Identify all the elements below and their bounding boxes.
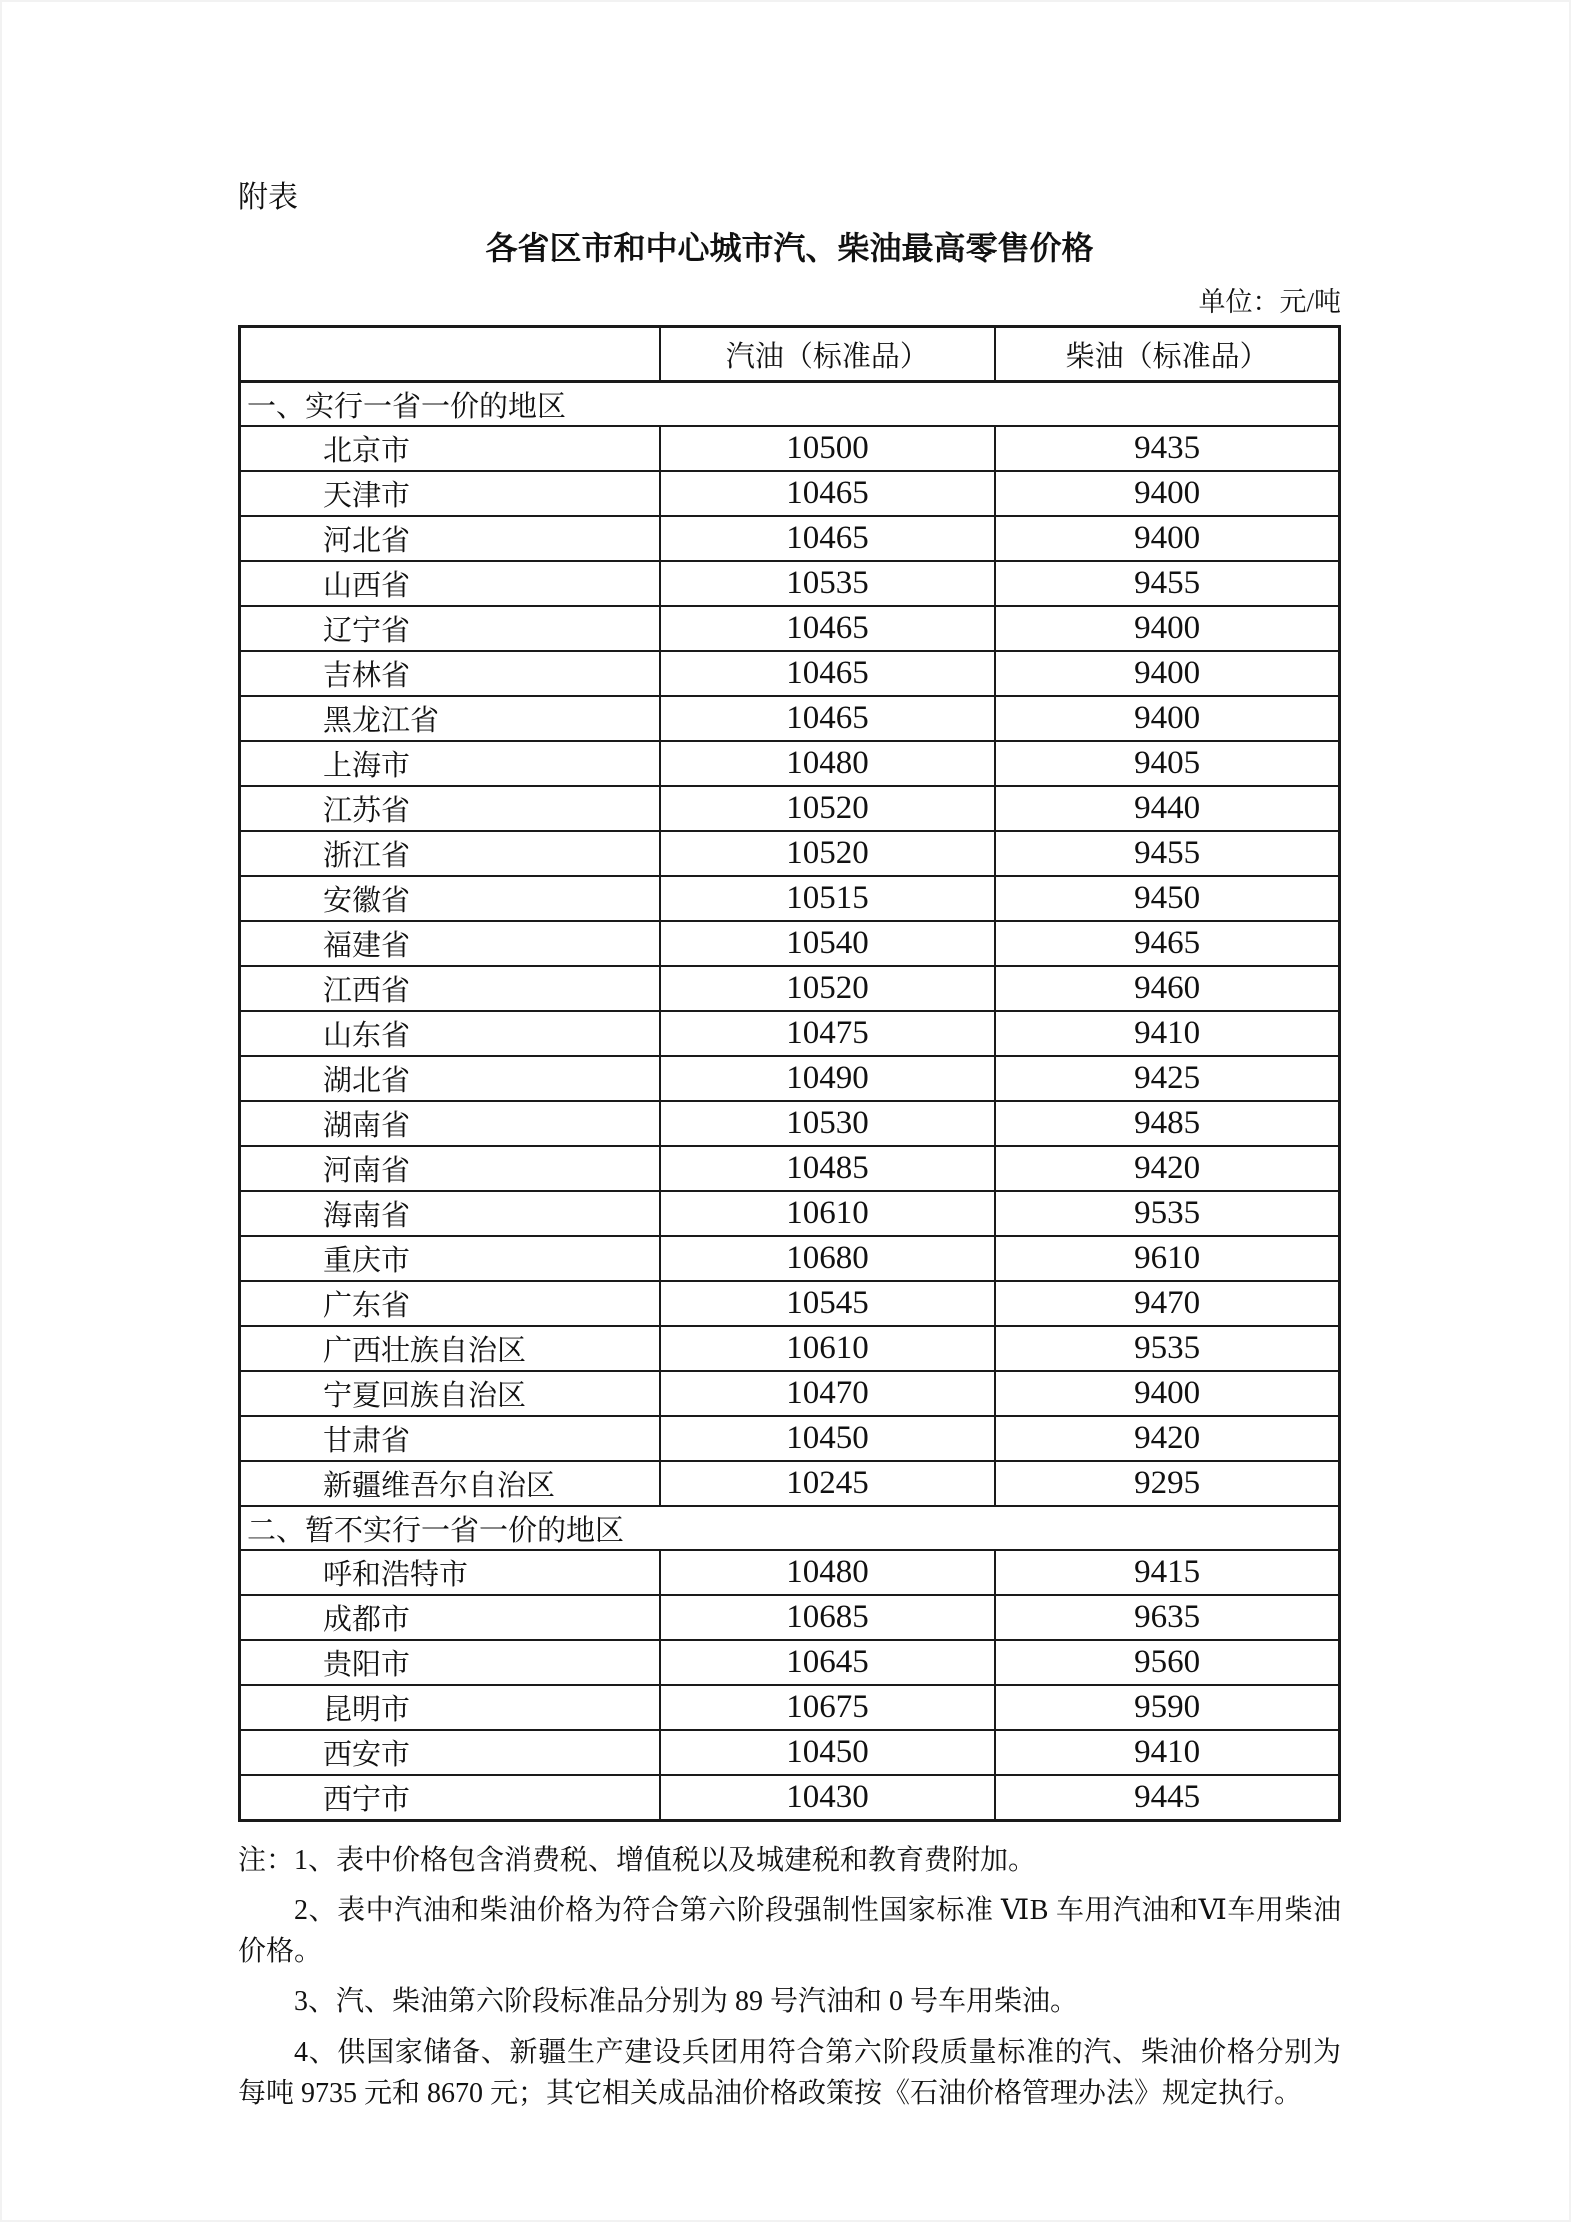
gasoline-price-cell: 10515	[660, 876, 996, 921]
price-row	[240, 1461, 1340, 1506]
price-row	[240, 921, 1340, 966]
gasoline-price-cell: 10465	[660, 651, 996, 696]
region-name-cell: 湖南省	[240, 1101, 660, 1146]
diesel-price-cell: 9400	[995, 651, 1339, 696]
gasoline-price-cell: 10520	[660, 966, 996, 1011]
gasoline-price-cell: 10465	[660, 696, 996, 741]
section-header-label: 一、实行一省一价的地区	[240, 382, 1340, 427]
diesel-price-cell: 9535	[995, 1191, 1339, 1236]
gasoline-price-cell: 10245	[660, 1461, 996, 1506]
price-row	[240, 426, 1340, 471]
price-row	[240, 1595, 1340, 1640]
price-row	[240, 1326, 1340, 1371]
diesel-price-cell: 9400	[995, 606, 1339, 651]
diesel-price-cell: 9410	[995, 1011, 1339, 1056]
region-name-cell: 贵阳市	[240, 1640, 660, 1685]
gasoline-price-cell: 10685	[660, 1595, 996, 1640]
note-line: 3、汽、柴油第六阶段标准品分别为 89 号汽油和 0 号车用柴油。	[294, 1986, 1079, 2018]
diesel-price-cell: 9405	[995, 741, 1339, 786]
region-name-cell: 湖北省	[240, 1056, 660, 1101]
price-row	[240, 1685, 1340, 1730]
gasoline-price-cell: 10520	[660, 831, 996, 876]
price-row	[240, 741, 1340, 786]
price-row	[240, 786, 1340, 831]
price-row	[240, 561, 1340, 606]
region-name-cell: 甘肃省	[240, 1416, 660, 1461]
gasoline-price-cell: 10535	[660, 561, 996, 606]
gasoline-price-cell: 10465	[660, 606, 996, 651]
gasoline-price-cell: 10545	[660, 1281, 996, 1326]
gasoline-price-cell: 10480	[660, 741, 996, 786]
gasoline-price-cell: 10610	[660, 1326, 996, 1371]
diesel-price-cell: 9410	[995, 1730, 1339, 1775]
section-header-row	[240, 382, 1340, 427]
price-row	[240, 1146, 1340, 1191]
region-name-cell: 辽宁省	[240, 606, 660, 651]
diesel-price-cell: 9400	[995, 696, 1339, 741]
note-line: 注：1、表中价格包含消费税、增值税以及城建税和教育费附加。	[238, 1845, 1037, 1876]
fuel-price-table	[238, 325, 1341, 1822]
price-row	[240, 1191, 1340, 1236]
diesel-price-cell: 9400	[995, 471, 1339, 516]
region-name-cell: 吉林省	[240, 651, 660, 696]
price-row	[240, 651, 1340, 696]
price-row	[240, 1056, 1340, 1101]
gasoline-price-cell: 10470	[660, 1371, 996, 1416]
diesel-price-cell: 9435	[995, 426, 1339, 471]
gasoline-price-cell: 10645	[660, 1640, 996, 1685]
gasoline-price-cell: 10465	[660, 471, 996, 516]
region-name-cell: 安徽省	[240, 876, 660, 921]
diesel-price-cell: 9610	[995, 1236, 1339, 1281]
price-row	[240, 1011, 1340, 1056]
price-row	[240, 1101, 1340, 1146]
price-row	[240, 1236, 1340, 1281]
region-name-cell: 河南省	[240, 1146, 660, 1191]
region-name-cell: 成都市	[240, 1595, 660, 1640]
gasoline-price-cell: 10540	[660, 921, 996, 966]
gasoline-column-header: 汽油（标准品）	[660, 327, 996, 382]
diesel-price-cell: 9420	[995, 1416, 1339, 1461]
diesel-price-cell: 9425	[995, 1056, 1339, 1101]
price-row	[240, 1775, 1340, 1821]
region-column-header	[240, 327, 660, 382]
section-header-row	[240, 1506, 1340, 1550]
region-name-cell: 江西省	[240, 966, 660, 1011]
diesel-price-cell: 9415	[995, 1550, 1339, 1595]
price-row	[240, 966, 1340, 1011]
price-row	[240, 471, 1340, 516]
region-name-cell: 河北省	[240, 516, 660, 561]
diesel-price-cell: 9400	[995, 1371, 1339, 1416]
notes-section	[238, 1840, 1341, 2114]
price-row	[240, 1550, 1340, 1595]
price-row	[240, 876, 1340, 921]
region-name-cell: 江苏省	[240, 786, 660, 831]
gasoline-price-cell: 10680	[660, 1236, 996, 1281]
region-name-cell: 广西壮族自治区	[240, 1326, 660, 1371]
diesel-price-cell: 9295	[995, 1461, 1339, 1506]
diesel-price-cell: 9460	[995, 966, 1339, 1011]
region-name-cell: 新疆维吾尔自治区	[240, 1461, 660, 1506]
diesel-price-cell: 9420	[995, 1146, 1339, 1191]
diesel-price-cell: 9445	[995, 1775, 1339, 1821]
price-row	[240, 1281, 1340, 1326]
gasoline-price-cell: 10475	[660, 1011, 996, 1056]
diesel-price-cell: 9465	[995, 921, 1339, 966]
diesel-price-cell: 9400	[995, 516, 1339, 561]
region-name-cell: 重庆市	[240, 1236, 660, 1281]
gasoline-price-cell: 10480	[660, 1550, 996, 1595]
unit-label: 单位：元/吨	[1198, 287, 1341, 317]
region-name-cell: 西安市	[240, 1730, 660, 1775]
gasoline-price-cell: 10450	[660, 1416, 996, 1461]
region-name-cell: 北京市	[240, 426, 660, 471]
gasoline-price-cell: 10430	[660, 1775, 996, 1821]
price-row	[240, 1730, 1340, 1775]
diesel-price-cell: 9590	[995, 1685, 1339, 1730]
diesel-price-cell: 9455	[995, 831, 1339, 876]
gasoline-price-cell: 10490	[660, 1056, 996, 1101]
page-title: 各省区市和中心城市汽、柴油最高零售价格	[485, 230, 1094, 266]
diesel-price-cell: 9450	[995, 876, 1339, 921]
gasoline-price-cell: 10675	[660, 1685, 996, 1730]
region-name-cell: 昆明市	[240, 1685, 660, 1730]
region-name-cell: 海南省	[240, 1191, 660, 1236]
price-row	[240, 831, 1340, 876]
appendix-label: 附表	[238, 181, 298, 214]
diesel-price-cell: 9535	[995, 1326, 1339, 1371]
gasoline-price-cell: 10450	[660, 1730, 996, 1775]
gasoline-price-cell: 10520	[660, 786, 996, 831]
gasoline-price-cell: 10465	[660, 516, 996, 561]
gasoline-price-cell: 10530	[660, 1101, 996, 1146]
region-name-cell: 山西省	[240, 561, 660, 606]
diesel-price-cell: 9485	[995, 1101, 1339, 1146]
region-name-cell: 天津市	[240, 471, 660, 516]
note-line: 2、表中汽油和柴油价格为符合第六阶段强制性国家标准 ⅥB 车用汽油和Ⅵ车用柴油价格。	[238, 1895, 1341, 1968]
region-name-cell: 山东省	[240, 1011, 660, 1056]
region-name-cell: 浙江省	[240, 831, 660, 876]
price-row	[240, 516, 1340, 561]
region-name-cell: 上海市	[240, 741, 660, 786]
note-line: 4、供国家储备、新疆生产建设兵团用符合第六阶段质量标准的汽、柴油价格分别为每吨 9735 元和 8670 元；其它相关成品油价格政策按《石油价格管理办法》规定执行。	[238, 2036, 1341, 2109]
region-name-cell: 宁夏回族自治区	[240, 1371, 660, 1416]
region-name-cell: 广东省	[240, 1281, 660, 1326]
region-name-cell: 西宁市	[240, 1775, 660, 1821]
table-header-row	[240, 327, 1340, 382]
gasoline-price-cell: 10485	[660, 1146, 996, 1191]
gasoline-price-cell: 10500	[660, 426, 996, 471]
document-content	[238, 180, 1341, 2123]
diesel-price-cell: 9560	[995, 1640, 1339, 1685]
diesel-price-cell: 9455	[995, 561, 1339, 606]
price-row	[240, 1416, 1340, 1461]
price-row	[240, 1371, 1340, 1416]
region-name-cell: 呼和浩特市	[240, 1550, 660, 1595]
gasoline-price-cell: 10610	[660, 1191, 996, 1236]
diesel-price-cell: 9470	[995, 1281, 1339, 1326]
price-row	[240, 1640, 1340, 1685]
diesel-price-cell: 9635	[995, 1595, 1339, 1640]
price-row	[240, 696, 1340, 741]
region-name-cell: 黑龙江省	[240, 696, 660, 741]
diesel-column-header: 柴油（标准品）	[995, 327, 1339, 382]
diesel-price-cell: 9440	[995, 786, 1339, 831]
price-row	[240, 606, 1340, 651]
section-header-label: 二、暂不实行一省一价的地区	[240, 1506, 1340, 1550]
region-name-cell: 福建省	[240, 921, 660, 966]
